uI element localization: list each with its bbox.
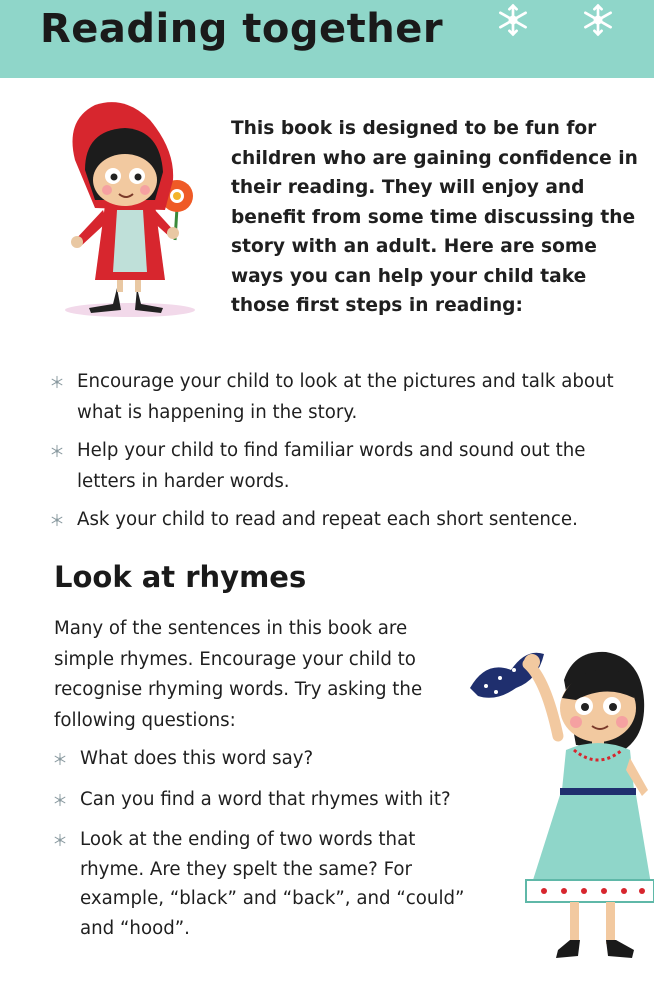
list-item	[50, 504, 625, 535]
list-item	[53, 744, 483, 774]
list-item-text: Help your child to find familiar words and sound out the letters in harder words.	[77, 440, 586, 492]
snowflake-bullet-icon	[53, 752, 67, 766]
list-item-text: Encourage your child to look at the pictures and talk about what is happening in the story.	[77, 371, 614, 423]
section-heading: Look at rhymes	[54, 560, 307, 594]
girl-in-teal-dress-illustration	[466, 640, 654, 970]
questions-list	[53, 744, 483, 954]
snowflake-bullet-icon	[53, 793, 67, 807]
snowflake-bullet-icon	[53, 833, 67, 847]
intro-paragraph: This book is designed to be fun for children who are gaining confidence in their reading. They will enjoy and benefit from some time discussing the story with an adult. Here are some ways you can help your child take those first steps in reading:	[231, 118, 638, 316]
page-title: Reading together	[40, 6, 444, 52]
snowflake-bullet-icon	[50, 375, 64, 389]
list-item	[53, 825, 483, 943]
snowflake-bullet-icon	[50, 444, 64, 458]
list-item	[50, 435, 625, 497]
list-item-text: Ask your child to read and repeat each short sentence.	[77, 509, 578, 530]
list-item-text: Can you find a word that rhymes with it?	[80, 788, 451, 810]
tips-list	[50, 366, 625, 542]
list-item	[53, 785, 483, 815]
red-riding-hood-girl-illustration	[55, 100, 215, 322]
list-item-text: Look at the ending of two words that rhyme. Are they spelt the same? For example, “black” and “back”, and “could” and “hood”.	[80, 829, 465, 939]
list-item	[50, 366, 625, 428]
list-item-text: What does this word say?	[80, 748, 314, 769]
snowflake-icon	[493, 2, 533, 38]
snowflake-bullet-icon	[50, 513, 64, 527]
rhymes-paragraph: Many of the sentences in this book are simple rhymes. Encourage your child to recognise rhyming words. Try asking the following questions:	[54, 618, 423, 731]
snowflake-icon	[578, 2, 618, 38]
